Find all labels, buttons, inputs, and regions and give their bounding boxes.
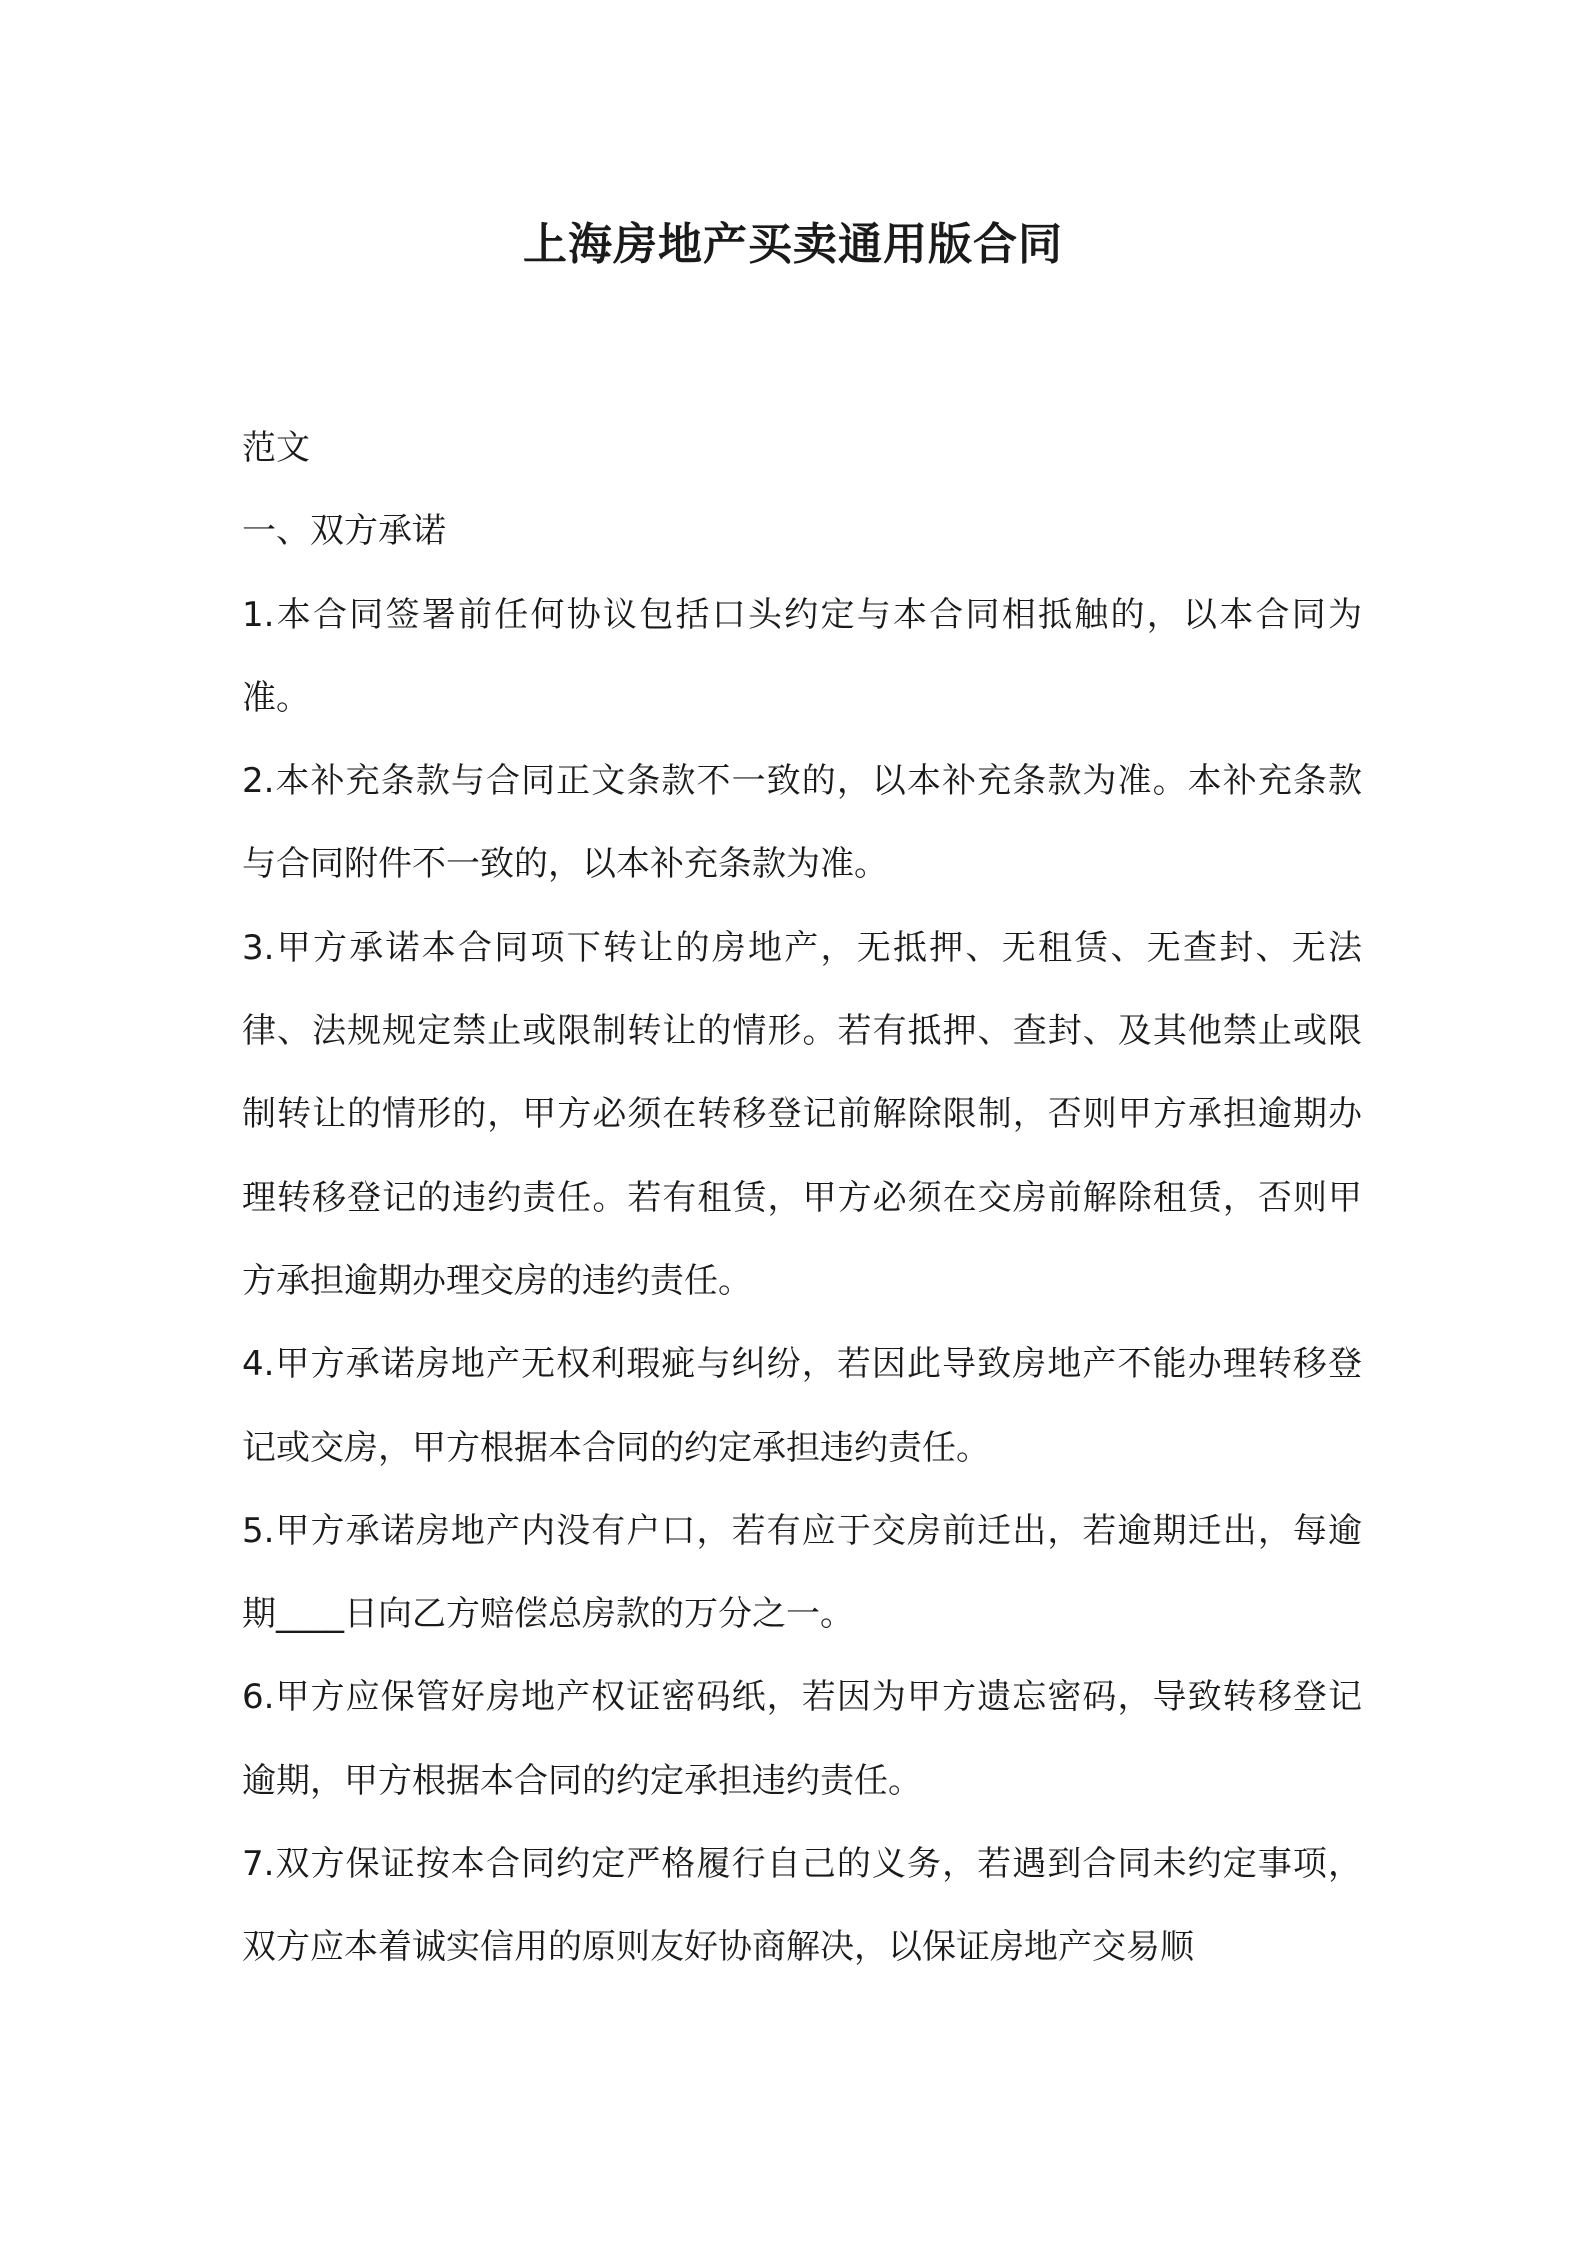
clause-2: 2.本补充条款与合同正文条款不一致的，以本补充条款为准。本补充条款与合同附件不一致的，以本补充条款为准。 (242, 761, 1362, 885)
clause-1: 1.本合同签署前任何协议包括口头约定与本合同相抵触的，以本合同为准。 (242, 594, 1362, 718)
document-subtitle: 范文 (242, 428, 310, 468)
document-title: 上海房地产买卖通用版合同 (523, 219, 1063, 270)
clause-5: 5.甲方承诺房地产内没有户口，若有应于交房前迁出，若逾期迁出，每逾期____日向乙方赔偿总房款的万分之一。 (242, 1510, 1362, 1635)
clause-7: 7.双方保证按本合同约定严格履行自己的义务，若遇到合同未约定事项，双方应本着诚实信用的原则友好协商解决，以保证房地产交易顺 (242, 1844, 1362, 1968)
clause-6: 6.甲方应保管好房地产权证密码纸，若因为甲方遗忘密码，导致转移登记逾期，甲方根据本合同的约定承担违约责任。 (242, 1677, 1362, 1801)
clause-4: 4.甲方承诺房地产无权利瑕疵与纠纷，若因此导致房地产不能办理转移登记或交房，甲方根据本合同的约定承担违约责任。 (242, 1344, 1362, 1468)
section-heading: 一、双方承诺 (242, 511, 446, 552)
document-body (242, 407, 1362, 1990)
clause-3: 3.甲方承诺本合同项下转让的房地产，无抵押、无租赁、无查封、无法律、法规规定禁止或限制转让的情形。若有抵押、查封、及其他禁止或限制转让的情形的，甲方必须在转移登记前解除限制，否则甲方承担逾期办理转移登记的违约责任。若有租赁，甲方必须在交房前解除租赁，否则甲方承担逾期办理交房的违约责任。 (242, 927, 1362, 1301)
